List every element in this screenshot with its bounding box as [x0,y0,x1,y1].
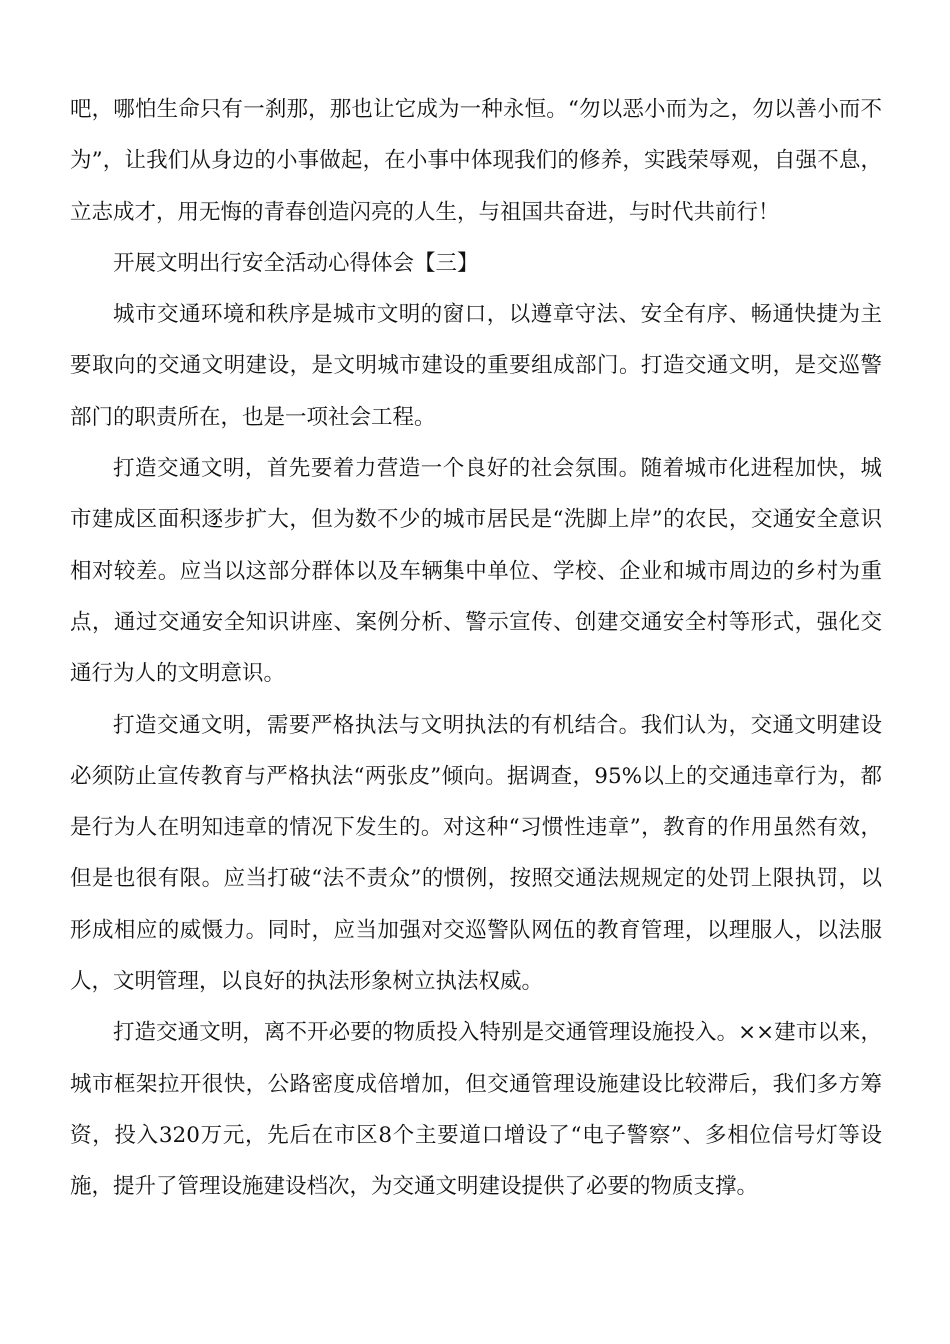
section-heading: 开展文明出行安全活动心得体会【三】 [113,250,479,276]
paragraph-intro: 城市交通环境和秩序是城市文明的窗口，以遵章守法、安全有序、畅通快捷为主要取向的交通文明建设，是文明城市建设的重要组成部门。打造交通文明，是交巡警部门的职责所在，也是一项社会工程。 [70,302,882,430]
paragraph-facility-investment: 打造交通文明，离不开必要的物质投入特别是交通管理设施投入。××建市以来，城市框架拉开很快，公路密度成倍增加，但交通管理设施建设比较滞后，我们多方筹资，投入320万元，先后在市区8个主要道口增设了“电子警察”、多相位信号灯等设施，提升了管理设施建设档次，为交通文明建设提供了必要的物质支撑。 [70,1020,882,1200]
paragraph-continuation: 吧，哪怕生命只有一刹那，那也让它成为一种永恒。“勿以恶小而为之，勿以善小而不为”，让我们从身边的小事做起，在小事中体现我们的修养，实践荣辱观，自强不息，立志成才，用无悔的青春创造闪亮的人生，与祖国共奋进，与时代共前行！ [70,97,882,225]
document-page [70,84,882,1213]
paragraph-law-enforcement: 打造交通文明，需要严格执法与文明执法的有机结合。我们认为，交通文明建设必须防止宣传教育与严格执法“两张皮”倾向。据调查，95%以上的交通违章行为，都是行为人在明知违章的情况下发生的。对这种“习惯性违章”，教育的作用虽然有效，但是也很有限。应当打破“法不责众”的惯例，按照交通法规规定的处罚上限执罚，以形成相应的威慑力。同时，应当加强对交巡警队网伍的教育管理，以理服人，以法服人，文明管理，以良好的执法形象树立执法权威。 [70,712,882,995]
paragraph-social-atmosphere: 打造交通文明，首先要着力营造一个良好的社会氛围。随着城市化进程加快，城市建成区面积逐步扩大，但为数不少的城市居民是“洗脚上岸”的农民，交通安全意识相对较差。应当以这部分群体以及车辆集中单位、学校、企业和城市周边的乡村为重点，通过交通安全知识讲座、案例分析、警示宣传、创建交通安全村等形式，强化交通行为人的文明意识。 [70,456,882,687]
